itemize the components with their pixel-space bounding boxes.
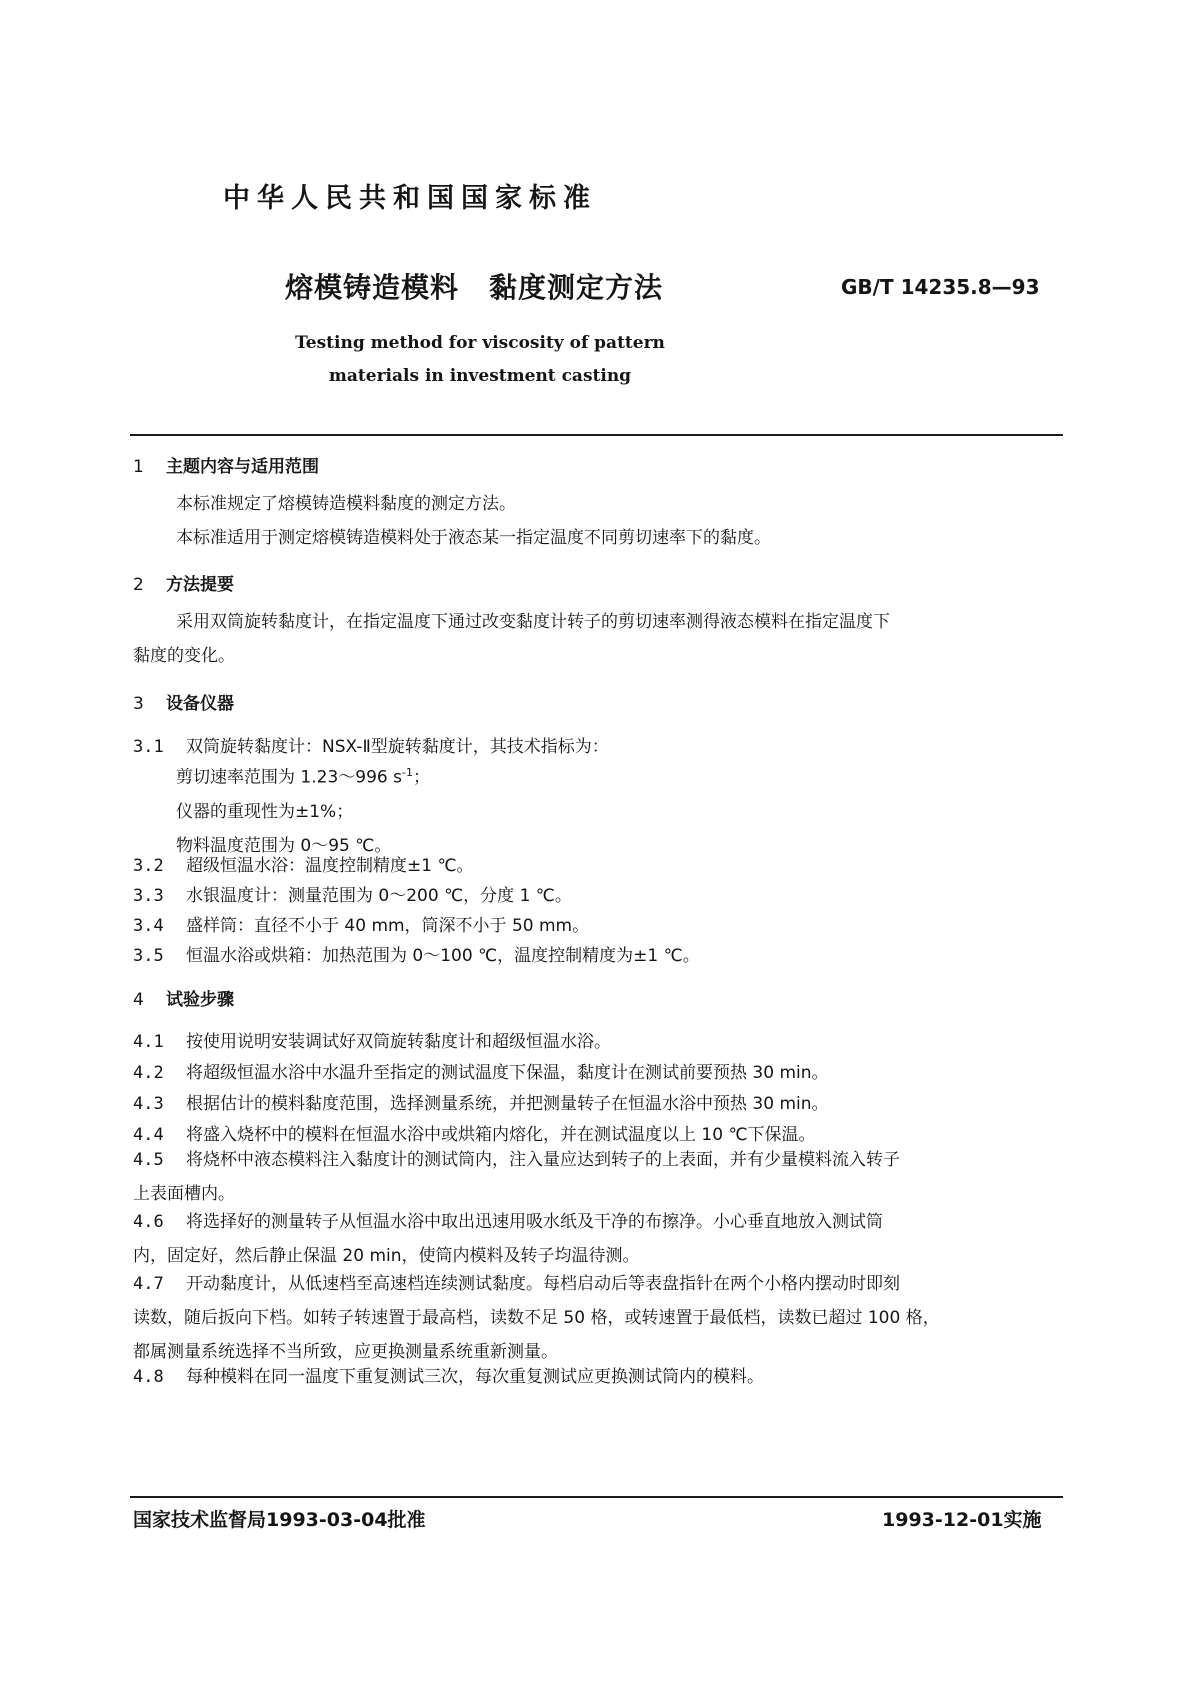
- clause-number: 4.5: [133, 1150, 164, 1170]
- spec-unit-exponent: -1: [401, 766, 413, 779]
- clause-number: 4.7: [133, 1274, 164, 1294]
- clause-text: 水银温度计：测量范围为 0～200 ℃，分度 1 ℃。: [186, 886, 572, 906]
- document-title-part2: 黏度测定方法: [489, 271, 664, 304]
- clause-text: 超级恒温水浴：温度控制精度±1 ℃。: [186, 856, 474, 876]
- clause-number: 4.8: [133, 1367, 164, 1387]
- footer-divider: [130, 1496, 1063, 1498]
- clause-number: 4.2: [133, 1063, 164, 1083]
- paragraph-line: 采用双筒旋转黏度计，在指定温度下通过改变黏度计转子的剪切速率测得液态模料在指定温度下: [176, 612, 890, 632]
- clause-text: 每种模料在同一温度下重复测试三次，每次重复测试应更换测试筒内的模料。: [186, 1367, 764, 1387]
- clause-number: 3.4: [133, 916, 164, 936]
- clause-4-4: [133, 1120, 816, 1145]
- section-title: 方法提要: [166, 575, 234, 595]
- spec-line: 仪器的重现性为±1%；: [176, 801, 354, 822]
- section-2-heading: [133, 570, 234, 595]
- clause-number: 3.5: [133, 946, 164, 966]
- national-standard-heading: 中华人民共和国国家标准: [223, 183, 597, 214]
- section-number: 4: [133, 990, 144, 1010]
- implementation-date: 1993-12-01实施: [882, 1509, 1042, 1531]
- clause-number: 4.1: [133, 1032, 164, 1052]
- header-divider: [130, 434, 1063, 436]
- paragraph: 本标准适用于测定熔模铸造模料处于液态某一指定温度不同剪切速率下的黏度。: [176, 528, 771, 548]
- clause-4-7: [133, 1267, 1063, 1369]
- clause-3-2: [133, 851, 474, 876]
- clause-text: 将选择好的测量转子从恒温水浴中取出迅速用吸水纸及干净的布擦净。小心垂直地放入测试筒: [186, 1212, 883, 1232]
- section-number: 3: [133, 694, 144, 714]
- clause-text: 将超级恒温水浴中水温升至指定的测试温度下保温，黏度计在测试前要预热 30 min。: [186, 1063, 829, 1083]
- clause-text: 将烧杯中液态模料注入黏度计的测试筒内，注入量应达到转子的上表面，并有少量模料流入转子: [186, 1150, 900, 1170]
- clause-text: 根据估计的模料黏度范围，选择测量系统，并把测量转子在恒温水浴中预热 30 min。: [186, 1094, 829, 1114]
- standard-number: GB/T 14235.8—93: [841, 275, 1040, 299]
- clause-text-continued: 内，固定好，然后静止保温 20 min，使筒内模料及转子均温待测。: [133, 1246, 640, 1266]
- english-title: [280, 327, 680, 393]
- clause-3-4: [133, 911, 589, 936]
- clause-text: 开动黏度计，从低速档至高速档连续测试黏度。每档启动后等表盘指针在两个小格内摆动时即刻: [186, 1274, 900, 1294]
- section-3-heading: [133, 689, 234, 714]
- clause-number: 4.4: [133, 1125, 164, 1145]
- clause-text: 恒温水浴或烘箱：加热范围为 0～100 ℃，温度控制精度为±1 ℃。: [186, 946, 700, 966]
- spec-shear-rate: 剪切速率范围为 1.23～996 s: [176, 767, 402, 788]
- clause-text-continued: 都属测量系统选择不当所致，应更换测量系统重新测量。: [133, 1342, 558, 1362]
- clause-4-2: [133, 1058, 829, 1083]
- clause-text: 将盛入烧杯中的模料在恒温水浴中或烘箱内熔化，并在测试温度以上 10 ℃下保温。: [186, 1125, 816, 1145]
- spec-shear-rate-end: ；: [412, 767, 430, 788]
- section-title: 设备仪器: [166, 694, 234, 714]
- english-title-line1: Testing method for viscosity of pattern: [295, 333, 665, 353]
- clause-text-continued: 上表面槽内。: [133, 1184, 235, 1204]
- clause-number: 4.6: [133, 1212, 164, 1232]
- clause-3-1-specs: [176, 756, 430, 863]
- section-number: 2: [133, 575, 144, 595]
- clause-3-3: [133, 881, 572, 906]
- section-title: 试验步骤: [166, 990, 234, 1010]
- clause-4-6: [133, 1205, 1063, 1273]
- clause-3-1: [133, 732, 609, 757]
- spec-line: 物料温度范围为 0～95 ℃。: [176, 835, 392, 856]
- clause-4-3: [133, 1089, 829, 1114]
- clause-number: 3.1: [133, 737, 164, 757]
- clause-number: 3.3: [133, 886, 164, 906]
- clause-number: 3.2: [133, 856, 164, 876]
- english-title-line2: materials in investment casting: [328, 366, 632, 386]
- clause-text: 盛样筒：直径不小于 40 mm，筒深不小于 50 mm。: [186, 916, 590, 936]
- clause-4-1: [133, 1027, 611, 1052]
- document-title-part1: 熔模铸造模料: [285, 271, 460, 304]
- clause-4-5: [133, 1143, 1063, 1211]
- approval-info: 国家技术监督局1993-03-04批准: [133, 1509, 426, 1531]
- section-2-paragraph: [133, 605, 1063, 673]
- clause-3-5: [133, 941, 700, 966]
- paragraph-line: 黏度的变化。: [133, 646, 235, 666]
- clause-4-8: [133, 1362, 764, 1387]
- section-title: 主题内容与适用范围: [166, 457, 319, 477]
- paragraph: 本标准规定了熔模铸造模料黏度的测定方法。: [176, 494, 516, 514]
- section-4-heading: [133, 985, 234, 1010]
- section-1-heading: [133, 452, 319, 477]
- section-number: 1: [133, 457, 144, 477]
- clause-text: 双筒旋转黏度计：NSX-Ⅱ型旋转黏度计，其技术指标为：: [186, 737, 609, 757]
- clause-text: 按使用说明安装调试好双筒旋转黏度计和超级恒温水浴。: [186, 1032, 611, 1052]
- clause-text-continued: 读数，随后扳向下档。如转子转速置于最高档，读数不足 50 格，或转速置于最低档，读数已超过 100 格，: [133, 1308, 940, 1328]
- section-1-paragraphs: [176, 487, 771, 555]
- spec-line: [176, 756, 430, 795]
- clause-number: 4.3: [133, 1094, 164, 1114]
- document-title: [285, 266, 663, 306]
